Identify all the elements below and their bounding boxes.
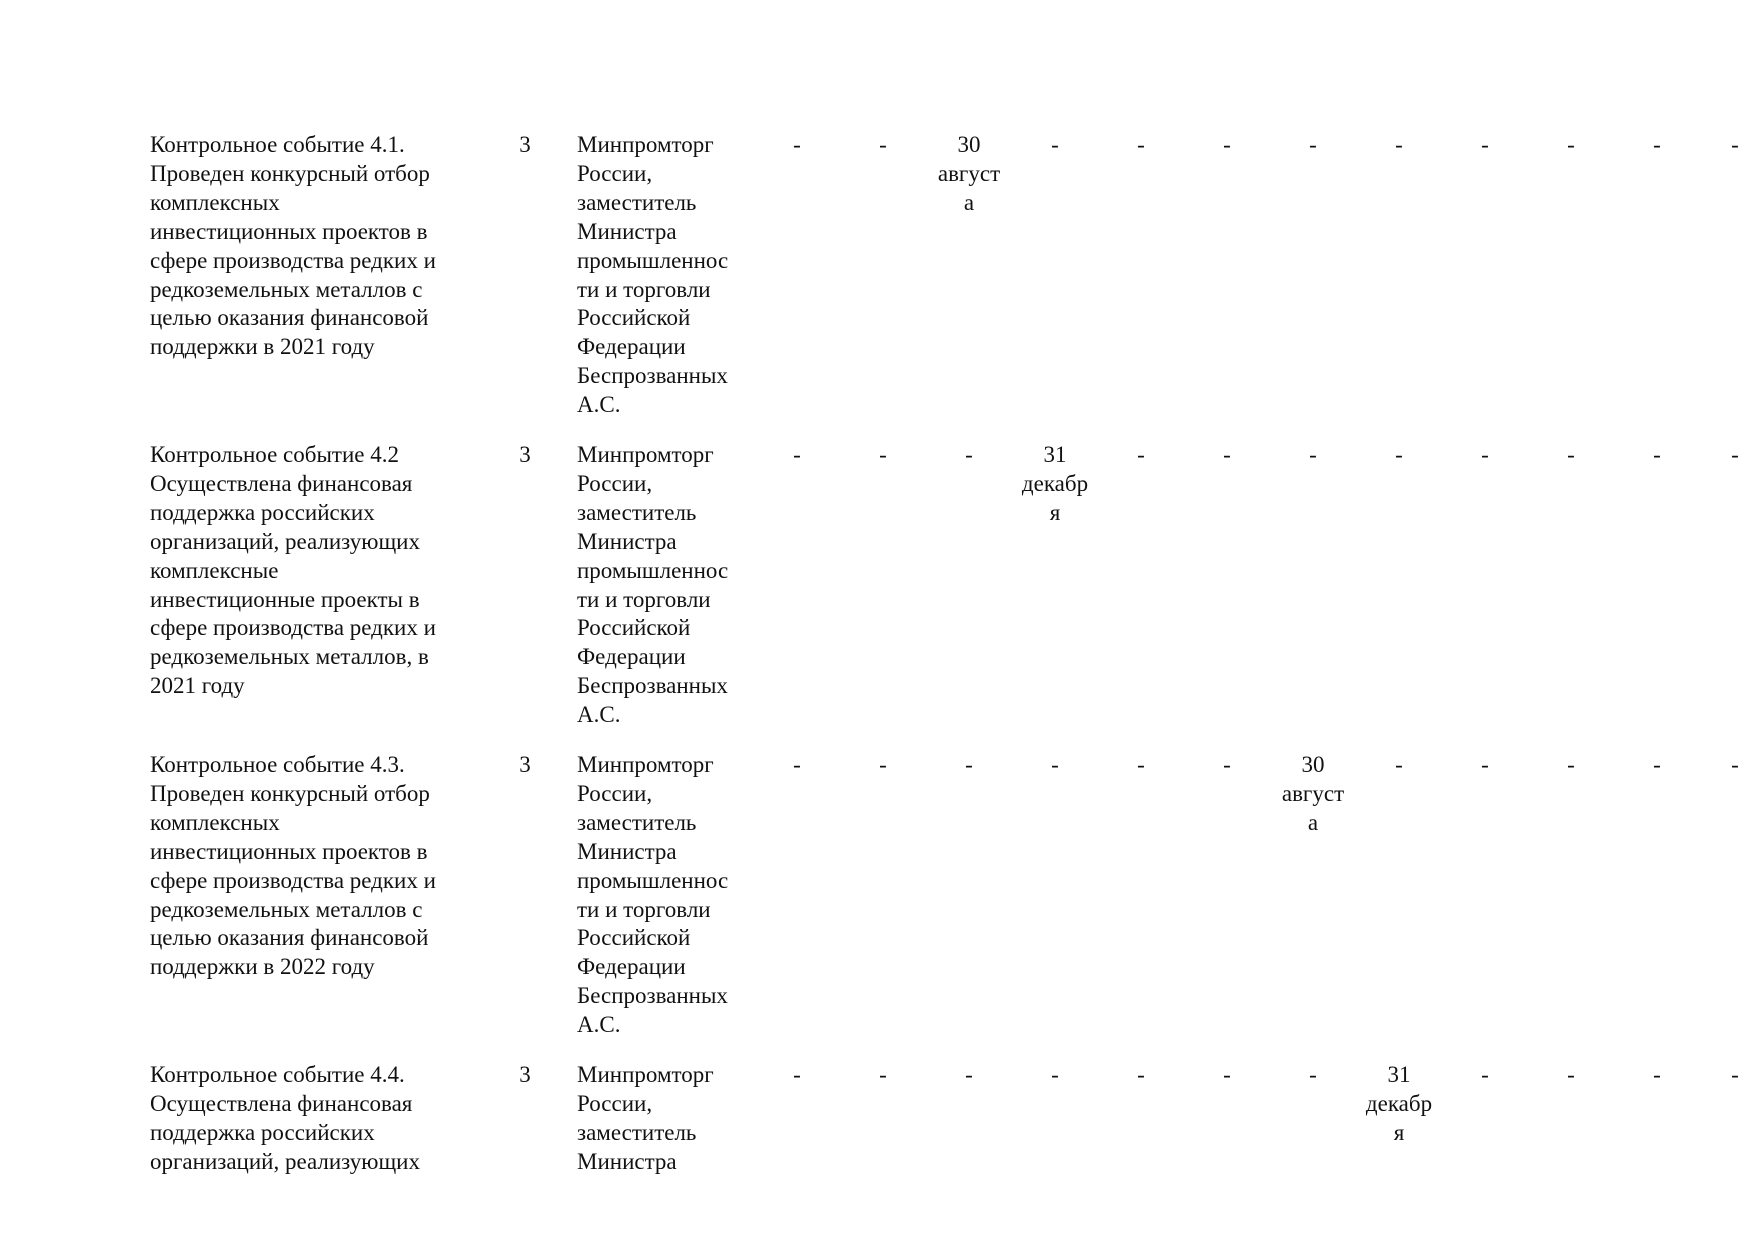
period-cell: - <box>1653 752 1661 777</box>
period-cell: - <box>1051 1062 1059 1087</box>
period-cell: - <box>1731 752 1739 777</box>
period-cell: - <box>1653 132 1661 157</box>
period-cell: - <box>1223 752 1231 777</box>
level-number: 3 <box>519 1062 531 1087</box>
responsible-executor: Минпромторг России, заместитель Министра промышленнос ти и торговли Российской Федерации Беспрозванных А.С. <box>577 442 729 728</box>
period-cell: - <box>1653 442 1661 467</box>
responsible-executor: Минпромторг России, заместитель Министра промышленнос ти и торговли Российской Федерации Беспрозванных А.С. <box>577 752 729 1038</box>
period-cell: - <box>1137 752 1145 777</box>
period-cell: - <box>879 752 887 777</box>
period-cell: - <box>1653 1062 1661 1087</box>
period-cell: - <box>965 752 973 777</box>
period-cell: - <box>1309 132 1317 157</box>
period-cell: - <box>1481 1062 1489 1087</box>
period-cell: - <box>1567 132 1575 157</box>
period-cell: - <box>1395 752 1403 777</box>
responsible-executor: Минпромторг России, заместитель Министра промышленнос ти и торговли Российской Федерации Беспрозванных А.С. <box>577 132 729 418</box>
period-cell: - <box>1137 1062 1145 1087</box>
event-description: Контрольное событие 4.2 Осуществлена финансовая поддержка российских организаций, реализующих комплексные инвестиционные проекты в сфере производства редких и редкоземельных металлов, в 2021 году <box>150 442 436 699</box>
period-cell: - <box>793 442 801 467</box>
period-cell: - <box>1395 442 1403 467</box>
period-cell: - <box>1731 132 1739 157</box>
period-cell: - <box>1481 752 1489 777</box>
period-cell: - <box>1481 132 1489 157</box>
period-cell: - <box>1137 132 1145 157</box>
period-cell: - <box>1731 442 1739 467</box>
period-cell: - <box>1481 442 1489 467</box>
period-cell: - <box>879 1062 887 1087</box>
event-description: Контрольное событие 4.1. Проведен конкурсный отбор комплексных инвестиционных проектов в сфере производства редких и редкоземельных металлов с целью оказания финансовой поддержки в 2021 году <box>150 132 436 360</box>
period-cell: - <box>793 752 801 777</box>
period-cell: - <box>793 1062 801 1087</box>
period-cell: - <box>793 132 801 157</box>
period-cell: 30 август а <box>937 132 1001 215</box>
level-number: 3 <box>519 752 531 777</box>
period-cell: - <box>1137 442 1145 467</box>
period-cell: - <box>1223 442 1231 467</box>
period-cell: - <box>1567 1062 1575 1087</box>
level-number: 3 <box>519 442 531 467</box>
period-cell: 30 август а <box>1281 752 1345 835</box>
period-cell: - <box>1309 442 1317 467</box>
responsible-executor: Минпромторг России, заместитель Министра <box>577 1062 714 1174</box>
period-cell: - <box>1567 442 1575 467</box>
level-number: 3 <box>519 132 531 157</box>
period-cell: - <box>1223 1062 1231 1087</box>
period-cell: - <box>1309 1062 1317 1087</box>
period-cell: - <box>965 442 973 467</box>
period-cell: 31 декабр я <box>1021 442 1089 525</box>
period-cell: - <box>1395 132 1403 157</box>
period-cell: - <box>879 132 887 157</box>
event-description: Контрольное событие 4.3. Проведен конкурсный отбор комплексных инвестиционных проектов в сфере производства редких и редкоземельных металлов с целью оказания финансовой поддержки в 2022 году <box>150 752 436 980</box>
period-cell: - <box>1051 752 1059 777</box>
period-cell: - <box>1223 132 1231 157</box>
period-cell: - <box>965 1062 973 1087</box>
period-cell: - <box>879 442 887 467</box>
period-cell: - <box>1051 132 1059 157</box>
period-cell: - <box>1567 752 1575 777</box>
period-cell: - <box>1731 1062 1739 1087</box>
period-cell: 31 декабр я <box>1365 1062 1433 1145</box>
event-description: Контрольное событие 4.4. Осуществлена финансовая поддержка российских организаций, реализующих <box>150 1062 420 1174</box>
